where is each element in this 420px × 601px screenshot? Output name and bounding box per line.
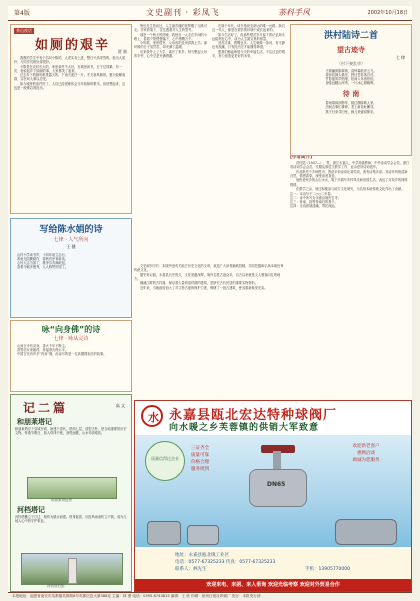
poem-line: 心怀大志当园丁，桃李芬芳满地迎。: [17, 261, 68, 266]
ad-banner: [135, 401, 411, 433]
company-name: 永嘉县瓯北宏达特种球阀厂: [169, 408, 338, 423]
essay-body: [14, 56, 128, 208]
poem-note: 中国古代有许多“肉身”佛，此诗写的是一位高僧圆寂后的故事。: [17, 352, 107, 357]
poem-line: 善男信女来朝拜，祈福消灾保太平。: [17, 348, 68, 353]
poem-heading: 待 南: [342, 90, 360, 99]
note: 注一：本诗写于二○○二年春。: [290, 191, 334, 196]
poem-subtitle: 七律 · 人气所向: [53, 237, 89, 243]
emblem-glyph: 水: [148, 411, 159, 424]
travel-notes: [10, 394, 132, 592]
essay-article: [10, 24, 132, 214]
note: 注四：全诗意境清幽，寄托深远。: [290, 204, 338, 209]
telephone: 电话：0577-67325233 传真：0577-67325233: [175, 560, 276, 565]
paragraph: 在教学之余，他还积极参与地方文化研究，为弘扬本地传统文化作出了贡献。: [296, 187, 405, 192]
essay-paragraph: 小陈是在农村长大的，家里条件不太好，在城里读书，日子过得紧。有一次，他说起乡下如厕的事，大家都笑了起来。: [14, 64, 122, 73]
ball-valve-image: [231, 441, 323, 519]
cert-item: 三证齐全: [191, 446, 209, 451]
paragraph: 楠溪江畔的古村落，保存着大量明清时期的建筑，是研究古代民居的重要实物资料。: [140, 281, 258, 286]
poem-lines: [17, 253, 125, 269]
page-number: 第4版: [14, 10, 30, 17]
poem-line: 古刹幽深隐翠微，清钟暮鼓伴云飞。: [325, 69, 377, 73]
contact-person: 联系人：林先生: [175, 567, 207, 572]
promo-line: 惠顾洽谈: [357, 451, 375, 456]
essay-title: 如厕的艰辛: [35, 38, 111, 53]
valve-stem: [273, 451, 281, 471]
ad-slogan: 向水暖之乡芙蓉镇的供销大军致意: [169, 423, 320, 433]
poem-subtitle: 七律 · 咏从灵诗: [53, 336, 89, 342]
poem-line: 竹影摇风声细细，松涛入耳意依依。: [325, 77, 377, 82]
section-heading: 和朋莱塔记: [17, 418, 52, 426]
middle-article: [134, 24, 286, 260]
essay-author: 贾 阁: [117, 49, 127, 54]
paragraph: 洪村陆（1947—），男，浙江永嘉人，中学高级教师，中华诗词学会会员，浙江省诗词学会会员。长期从事语文教学工作，业余爱好诗词创作。: [290, 161, 410, 170]
paragraph: 据史料记载，永嘉县历史悠久，文化底蕴深厚，境内名胜古迹众多，自古以来就是文人墨客向往的地方。: [134, 272, 281, 281]
paragraph: 在那个年代，读书是改变命运的唯一出路。我们这一代人，都是在艰苦的环境中成长起来的。: [212, 24, 285, 33]
poem-line: 田间农事忙耕种，垄上新苗吐嫩芽。: [325, 105, 377, 110]
paragraph: 如今生活好了，但那些艰苦岁月留下的记忆却永远铭刻在心中，成为人生最宝贵的财富。: [212, 32, 285, 41]
poem-line: 禅房寂静人稀至，野径苍苔客自归。: [325, 73, 377, 78]
photo-caption: 和朋莱塔远景: [51, 498, 72, 502]
cert-item: 质量可靠: [191, 453, 209, 458]
promo-line: 竭诚为您服务: [352, 458, 380, 463]
promo-text: [331, 443, 401, 464]
paragraph: 鲁迅先生曾说过，人生最苦痛的是梦醒了无路可走。作家的笔下，往往透着对人生的思考。: [134, 24, 207, 33]
poem-title: 写给陈水娟的诗: [39, 225, 103, 235]
page-footer: 本报地址：福建省南安市英都镇英都路8号英都信息大厦388室 主编：林 勇 电话：0595-6743815 编辑：王 欣 印刷：泉州日报社印刷厂 发行：本报发行部: [8, 592, 412, 600]
paragraph: 近年来，当地政府加大了对文物古迹的保护力度，修缮了一批古建筑，使其重新焕发光彩。: [140, 285, 268, 290]
essay-paragraph: 过去乡下的厕所都是露天的，下雨天泥泞一片，冬天寒风刺骨，夏天蚊蝇成群，实在叫人难以忍受。: [14, 73, 126, 82]
paragraph: 小时候，家里很穷，父母省吃俭用供我上学。那时候的日子虽然苦，却充满了温暖。: [134, 41, 207, 50]
poem-note: （村下寮乱草）: [337, 61, 365, 66]
promo-line: 欢迎新老客户: [352, 444, 380, 449]
poem-line: 春雨绵绵润物华，桃红柳绿映人家。: [325, 101, 377, 106]
author-profile: [290, 156, 410, 396]
essay-paragraph: 如今城里的条件好了，人们已经很难体会当年如厕的艰辛。但回想起来，这也是一段难忘的经历。: [14, 82, 126, 91]
essay-paragraph: 我教的学生中有个名叫小陈的，人老实肯上进，整日兴高采烈的。他为人质朴，与同学们相处得很好。: [14, 56, 126, 65]
newspaper-page: [8, 6, 412, 598]
column-title: 文史副刊 · 彩凤飞: [146, 8, 220, 17]
poem-article: [10, 218, 132, 318]
valve-thumbnail: [187, 525, 219, 545]
profile-heading: [作者简介]: [290, 156, 313, 160]
valve-body: [249, 469, 307, 507]
paragraph: 作品散见于多种报刊，曾获多项诗词比赛奖项，著有诗集多部。其诗作风格清新自然，情感真挚，深受读者喜爱。: [290, 169, 408, 178]
poem-author: 王 健: [66, 244, 76, 249]
photo-caption: 河档塔旧影: [47, 584, 65, 588]
paragraph: 他热爱家乡的山山水水，笔下多描写乡村风光和田园生活，表达了对故乡的深厚感情。: [290, 178, 408, 187]
paragraph: 后来我考上了大学，离开了家乡。每当想起父母的辛劳，心中总是充满感激。: [134, 50, 207, 59]
cert-item: 价格合理: [191, 460, 209, 465]
ad-footer: 欢迎来电、来函、来人垂询 欢迎光临考察 欢迎对外贸易合作: [135, 579, 411, 591]
poem-lines: [297, 101, 405, 113]
paragraph: 回首往事，感慨良多。人生就像一条河，有平静也有波澜，只有经历过才能懂得珍惜。: [212, 41, 285, 50]
column-tag: 茶山夜话: [16, 28, 32, 33]
valve-advertisement: [134, 400, 412, 592]
paragraph: 文史副刊专栏：本版刊登有关地方历史文化的文章，欢迎广大读者踊跃投稿，共同挖掘和弘扬本地优秀传统文化。: [134, 264, 284, 273]
text-column: [212, 24, 286, 260]
poem-line: 登临远眺山河秀，一片冰心照晚晖。: [325, 81, 377, 86]
valve-model: DN65: [267, 481, 286, 488]
address: 地址：永嘉县瓯北镇工业区: [175, 553, 229, 558]
poem-line: 喜看今朝多俊秀，人人称赞好园丁。: [17, 265, 68, 270]
cert-item: 服务周到: [191, 467, 209, 472]
poem-heading: 望古迹寺: [337, 46, 365, 54]
issue-date: 2002年10月18日: [367, 10, 408, 16]
pagoda-photo: [27, 477, 117, 499]
poem-line: 山村小学读书声，十四年前立志行。: [17, 253, 68, 257]
poem-lines: [297, 69, 405, 85]
note: 注三：待南，指等待南归的燕子。: [290, 199, 338, 204]
text-column: [134, 24, 208, 260]
poems-box: [290, 24, 412, 156]
poem-lines: [17, 344, 125, 356]
paragraph: 那是一个秋天的傍晚，我独自一人走在乡间的小路上，看着夕阳慢慢落下，心中感慨万千。: [134, 32, 207, 41]
poem-line: 山间古寺有灵身，香火千年不断尘。: [17, 344, 68, 348]
page-header: [8, 6, 412, 21]
section-heading: 河档塔记: [17, 506, 45, 514]
notes-author: 高 文: [115, 403, 125, 408]
poem-form: 七 律: [395, 55, 405, 60]
notes-title: 记二篇: [23, 401, 69, 415]
mobile: 手机：13905770000: [305, 567, 350, 572]
poem-title: 咏“向身佛”的诗: [41, 325, 101, 334]
company-emblem-icon: [141, 405, 163, 427]
paragraph: 愿我们都能珍惜今天的幸福生活，不忘过去的艰辛，努力创造更美好的未来。: [212, 50, 285, 59]
poems-title: 洪村陆诗二首: [323, 31, 378, 41]
section-body: 和朋莱塔位于县城东郊，始建于清代，塔高七层，造型古朴，是当地重要的历史文物。每逢节假日，游人络绎不绝，登塔远眺，山水尽收眼底。: [15, 427, 127, 436]
cert-list: [191, 445, 209, 473]
history-article: [134, 264, 286, 396]
tower-photo: [21, 553, 123, 585]
valve-thumbnail: [335, 519, 397, 545]
note: 注二：诗中所写为永嘉县境内古寺。: [290, 195, 341, 200]
poem-article-2: [10, 320, 132, 392]
quality-seal: 质量信得过企业: [145, 441, 185, 481]
poem-line: 风雨无阻勤耕作，春秋有序育新英。: [17, 257, 68, 262]
valve-thumbnail: [147, 521, 181, 545]
contact-block: [135, 549, 411, 579]
masthead-logo: 茶科手风: [278, 8, 310, 17]
section-body: 河档塔矗立于江边，相传为镇水而建。塔身挺拔，历经风雨而屹立不倒，成为当地人心中的守护象征。: [15, 515, 127, 524]
tower-shape: [68, 558, 77, 584]
poem-line: 燕子归来寻旧垒，蜂儿采蜜绕繁花。: [325, 109, 377, 114]
